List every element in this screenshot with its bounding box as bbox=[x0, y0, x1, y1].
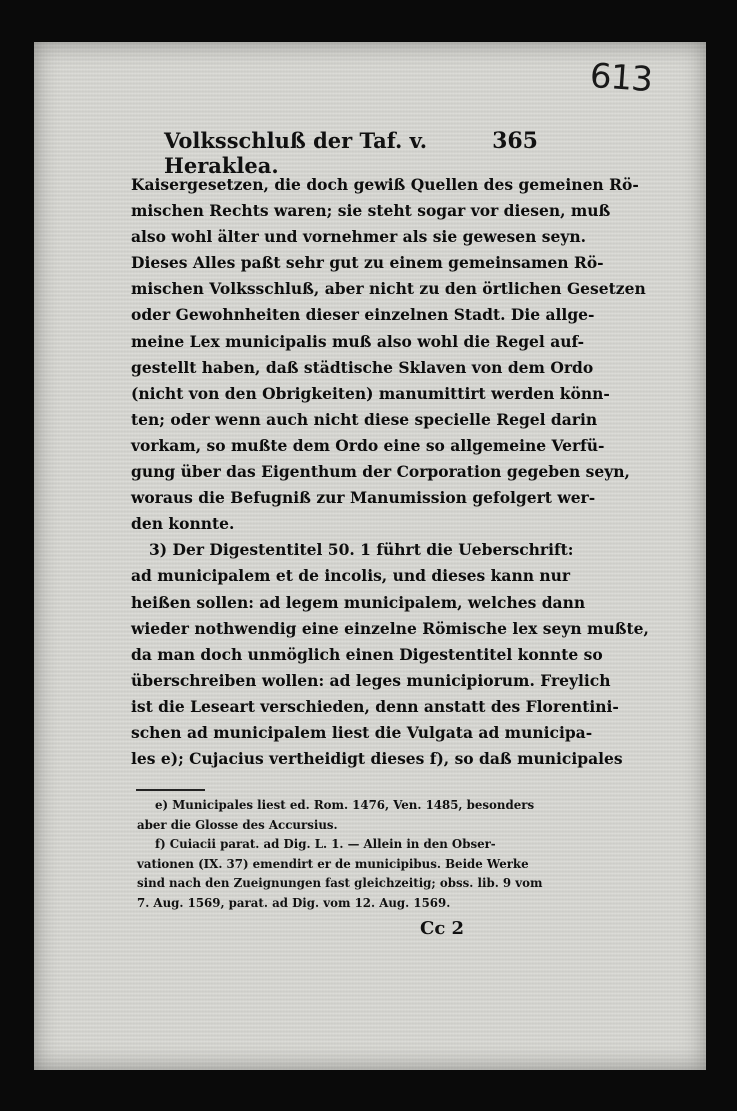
body-line: 3) Der Digestentitel 50. 1 führt die Ueberschrift: bbox=[149, 540, 574, 560]
body-line: woraus die Befugniß zur Manumission gefolgert wer- bbox=[131, 488, 596, 508]
page-number: 365 bbox=[492, 128, 538, 154]
signature-mark: Cc 2 bbox=[420, 918, 465, 939]
handwritten-folio-number: 613 bbox=[588, 55, 654, 101]
footnote-separator bbox=[136, 789, 205, 791]
body-line: gestellt haben, daß städtische Sklaven von dem Ordo bbox=[131, 357, 594, 377]
body-line: Dieses Alles paßt sehr gut zu einem gemeinsamen Rö- bbox=[131, 253, 604, 273]
body-line: Kaisergesetzen, die doch gewiß Quellen des gemeinen Rö- bbox=[131, 175, 639, 194]
body-line: (nicht von den Obrigkeiten) manumittirt werden könn- bbox=[131, 383, 610, 403]
body-line: überschreiben wollen: ad leges municipiorum. Freylich bbox=[131, 670, 611, 690]
body-line: les e); Cujacius vertheidigt dieses f), so daß municipales bbox=[131, 749, 623, 769]
footnote-line: e) Municipales liest ed. Rom. 1476, Ven. 1485, besonders bbox=[155, 798, 535, 812]
footnotes bbox=[137, 796, 545, 914]
body-line: meine Lex municipalis muß also wohl die Regel auf- bbox=[131, 331, 585, 351]
body-line: ten; oder wenn auch nicht diese specielle Regel darin bbox=[131, 409, 598, 429]
running-head-title: Volksschluß der Taf. v. Heraklea. bbox=[164, 128, 428, 178]
body-line: wieder nothwendig eine einzelne Römische lex seyn mußte, bbox=[131, 618, 649, 638]
body-line: da man doch unmöglich einen Digestentitel konnte so bbox=[131, 644, 603, 664]
body-line: mischen Volksschluß, aber nicht zu den örtlichen Gesetzen bbox=[131, 279, 646, 299]
body-line: gung über das Eigenthum der Corporation gegeben seyn, bbox=[131, 462, 630, 482]
body-line: vorkam, so mußte dem Ordo eine so allgemeine Verfü- bbox=[131, 435, 605, 455]
running-head bbox=[164, 128, 538, 178]
footnote-line: f) Cuiacii parat. ad Dig. L. 1. — Allein in den Obser- bbox=[155, 837, 496, 852]
body-line: heißen sollen: ad legem municipalem, welches dann bbox=[131, 592, 586, 612]
body-line: ist die Leseart verschieden, denn anstatt des Florentini- bbox=[131, 696, 619, 716]
body-line: den konnte. bbox=[131, 514, 235, 534]
body-line: also wohl älter und vornehmer als sie gewesen seyn. bbox=[131, 227, 586, 247]
body-line: oder Gewohnheiten dieser einzelnen Stadt. Die allge- bbox=[131, 305, 595, 325]
body-line: mischen Rechts waren; sie steht sogar vor diesen, muß bbox=[131, 201, 611, 221]
body-text bbox=[131, 172, 649, 772]
footnote-line: sind nach den Zueignungen fast gleichzeitig; obss. lib. 9 vom bbox=[137, 876, 543, 891]
footnote-line: 7. Aug. 1569, parat. ad Dig. vom 12. Aug. 1569. bbox=[137, 895, 451, 910]
footnote-line: vationen (IX. 37) emendirt er de municipibus. Beide Werke bbox=[137, 856, 529, 871]
footnote-line: aber die Glosse des Accursius. bbox=[137, 817, 338, 832]
body-line: ad municipalem et de incolis, und dieses kann nur bbox=[131, 566, 571, 586]
body-line: schen ad municipalem liest die Vulgata ad municipa- bbox=[131, 722, 593, 742]
